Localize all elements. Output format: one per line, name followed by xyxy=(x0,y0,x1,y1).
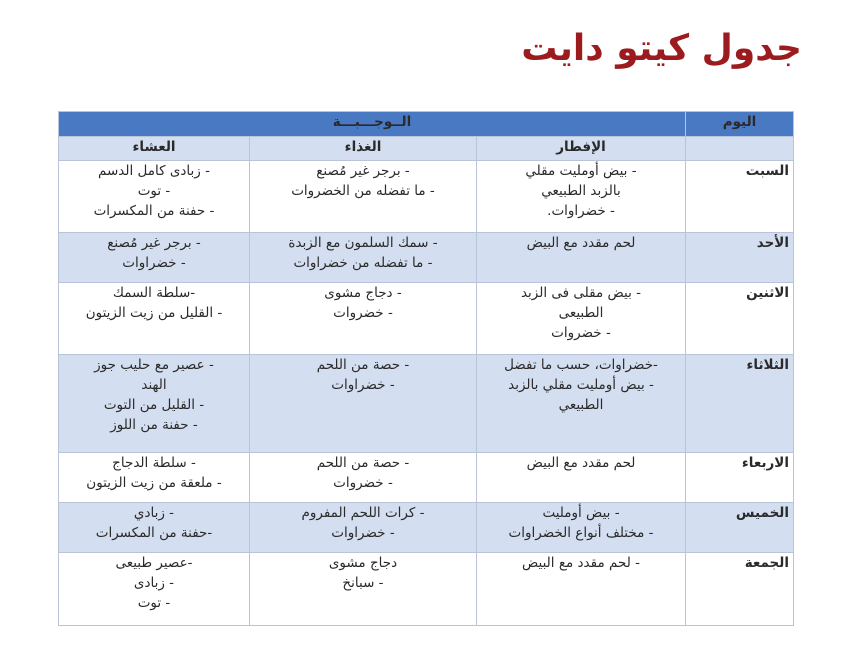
breakfast-item: - بيض مقلى فى الزبد xyxy=(520,285,642,301)
lunch-cell xyxy=(250,553,477,626)
breakfast-item: لحم مقدد مع البيض xyxy=(526,235,636,251)
dinner-item: - القليل من زيت الزيتون xyxy=(85,305,223,321)
breakfast-cell xyxy=(477,453,686,503)
breakfast-item: - مختلف أنواع الخضراوات xyxy=(508,525,654,541)
dinner-item: - توت xyxy=(137,595,171,611)
breakfast-column-header: الإفطار xyxy=(477,137,686,161)
day-cell: الثلاثاء xyxy=(686,355,794,453)
dinner-item: - عصير مع حليب جوز xyxy=(94,357,214,373)
breakfast-cell xyxy=(477,161,686,233)
breakfast-cell xyxy=(477,233,686,283)
page-title: جدول كيتو دايت xyxy=(521,28,802,69)
dinner-cell xyxy=(59,283,250,355)
lunch-cell xyxy=(250,161,477,233)
breakfast-cell xyxy=(477,503,686,553)
table-row xyxy=(59,161,794,233)
lunch-item: - ما تفضله من الخضروات xyxy=(291,183,435,199)
table-header-row xyxy=(59,112,794,137)
dinner-cell xyxy=(59,503,250,553)
breakfast-item: الطبيعى xyxy=(558,305,604,321)
lunch-cell xyxy=(250,503,477,553)
table-body xyxy=(59,161,794,626)
dinner-cell xyxy=(59,553,250,626)
dinner-item: - سلطة الدجاج xyxy=(112,455,196,471)
day-column-header: اليوم xyxy=(686,112,794,137)
lunch-item: - برجر غير مُصنع xyxy=(316,163,410,179)
breakfast-item: - بيض أومليت مقلي بالزبد xyxy=(508,377,654,393)
dinner-item: -سلطة السمك xyxy=(112,285,196,301)
day-cell: الاثنين xyxy=(686,283,794,355)
dinner-item: -حفنة من المكسرات xyxy=(95,525,213,541)
lunch-item: - كرات اللحم المفروم xyxy=(301,505,425,521)
dinner-item: - زبادى xyxy=(133,575,175,591)
day-cell: السبت xyxy=(686,161,794,233)
lunch-cell xyxy=(250,233,477,283)
breakfast-item: - بيض أومليت مقلي xyxy=(525,163,637,179)
breakfast-item: الطبيعي xyxy=(558,397,604,413)
table-row xyxy=(59,233,794,283)
breakfast-item: -خضراوات، حسب ما تفضل xyxy=(504,357,658,373)
day-cell: الأحد xyxy=(686,233,794,283)
lunch-item: - خضروات xyxy=(333,305,393,321)
lunch-item: - ما تفضله من خضراوات xyxy=(293,255,433,271)
dinner-cell xyxy=(59,233,250,283)
breakfast-cell xyxy=(477,553,686,626)
dinner-item: - حفنة من المكسرات xyxy=(93,203,215,219)
day-subheader-blank xyxy=(686,137,794,161)
lunch-cell xyxy=(250,283,477,355)
breakfast-cell xyxy=(477,283,686,355)
table-row xyxy=(59,283,794,355)
table-row xyxy=(59,503,794,553)
breakfast-item: بالزبد الطبيعي xyxy=(541,183,621,199)
day-cell: الخميس xyxy=(686,503,794,553)
dinner-item: - توت xyxy=(137,183,171,199)
dinner-item: - زبادى كامل الدسم xyxy=(98,163,210,179)
lunch-item: - حصة من اللحم xyxy=(316,455,410,471)
dinner-column-header: العشاء xyxy=(59,137,250,161)
breakfast-item: - لحم مقدد مع البيض xyxy=(522,555,640,571)
lunch-cell xyxy=(250,453,477,503)
lunch-cell xyxy=(250,355,477,453)
dinner-item: - برجر غير مُصنع xyxy=(107,235,201,251)
lunch-column-header: الغذاء xyxy=(250,137,477,161)
lunch-item: - سبانخ xyxy=(342,575,384,591)
lunch-item: - خضراوات xyxy=(331,525,395,541)
day-cell: الاربعاء xyxy=(686,453,794,503)
dinner-item: الهند xyxy=(141,377,167,393)
lunch-item: - دجاج مشوى xyxy=(324,285,402,301)
lunch-item: - خضراوات xyxy=(331,377,395,393)
day-cell: الجمعة xyxy=(686,553,794,626)
table-row xyxy=(59,355,794,453)
lunch-item: دجاج مشوى xyxy=(328,555,398,571)
meals-group-header: الــوجـــبـــة xyxy=(59,112,686,137)
dinner-cell xyxy=(59,453,250,503)
dinner-cell xyxy=(59,161,250,233)
lunch-item: - حصة من اللحم xyxy=(316,357,410,373)
breakfast-cell xyxy=(477,355,686,453)
lunch-item: - سمك السلمون مع الزبدة xyxy=(288,235,438,251)
breakfast-item: - خضراوات. xyxy=(547,203,615,219)
table-row xyxy=(59,453,794,503)
table-subheader-row xyxy=(59,137,794,161)
breakfast-item: - بيض أومليت xyxy=(542,505,620,521)
breakfast-item: - خضروات xyxy=(551,325,611,341)
dinner-item: - ملعقة من زيت الزيتون xyxy=(86,475,222,491)
dinner-item: - خضراوات xyxy=(122,255,186,271)
dinner-item: - القليل من التوت xyxy=(103,397,205,413)
keto-diet-table xyxy=(58,111,794,626)
lunch-item: - خضروات xyxy=(333,475,393,491)
dinner-item: - زبادي xyxy=(133,505,175,521)
dinner-item: -عصير طبيعى xyxy=(115,555,193,571)
dinner-cell xyxy=(59,355,250,453)
dinner-item: - حفنة من اللوز xyxy=(110,417,198,433)
breakfast-item: لحم مقدد مع البيض xyxy=(526,455,636,471)
table-row xyxy=(59,553,794,626)
